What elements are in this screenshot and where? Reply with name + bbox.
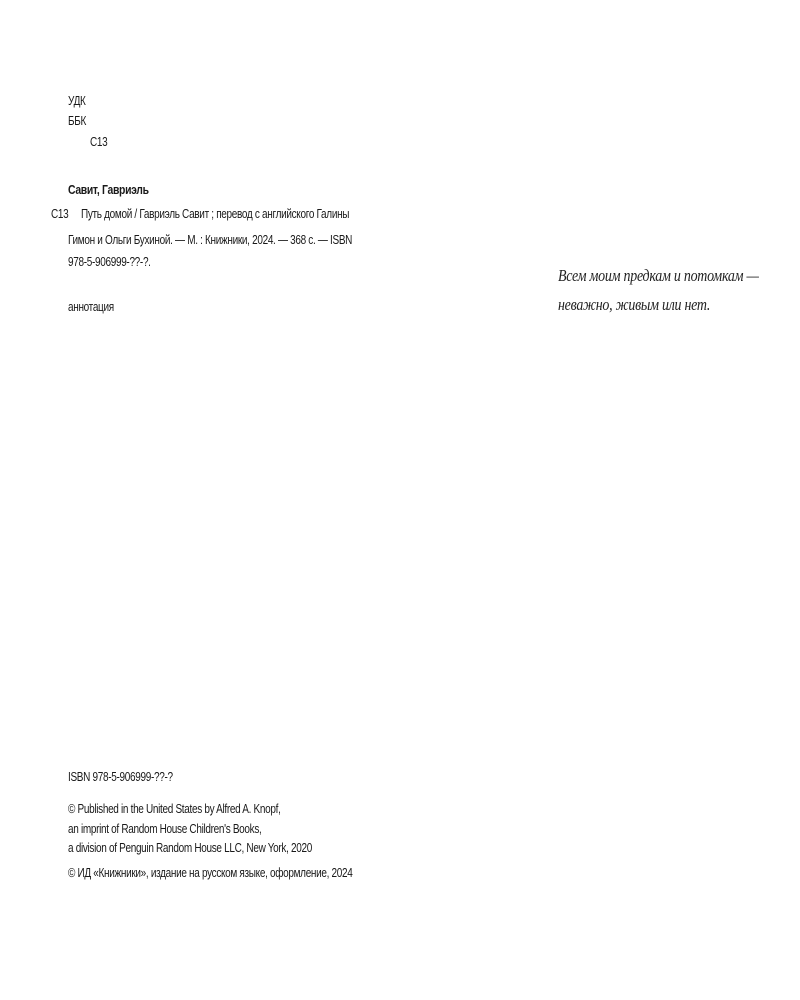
copyright-original-line-2: an imprint of Random House Children's Books,: [68, 822, 262, 836]
copyright-original-line-3: a division of Penguin Random House LLC, New York, 2020: [68, 841, 312, 855]
dedication-line-2: неважно, живым или нет.: [558, 295, 711, 314]
author-code-side: С13: [51, 207, 69, 221]
dedication: [558, 261, 759, 319]
author-heading: Савит, Гавриэль: [68, 182, 149, 197]
dedication-line-1: Всем моим предкам и потомкам —: [558, 266, 759, 285]
udk-label: УДК: [68, 94, 86, 108]
isbn-line: ISBN 978-5-906999-??-?: [68, 770, 173, 784]
copyright-russian-edition: © ИД «Книжники», издание на русском языке, оформление, 2024: [68, 866, 353, 880]
copyright-original-line-1: © Published in the United States by Alfred A. Knopf,: [68, 802, 281, 816]
biblio-line-2: Гимон и Ольги Бухиной. — М. : Книжники, 2024. — 368 с. — ISBN: [68, 233, 353, 247]
bbk-label: ББК: [68, 114, 86, 128]
annotation-label: аннотация: [68, 300, 114, 314]
biblio-line-1: Путь домой / Гавриэль Савит ; перевод с английского Галины: [81, 207, 350, 221]
biblio-line-3: 978-5-906999-??-?.: [68, 255, 151, 269]
author-code: С13: [90, 135, 108, 149]
